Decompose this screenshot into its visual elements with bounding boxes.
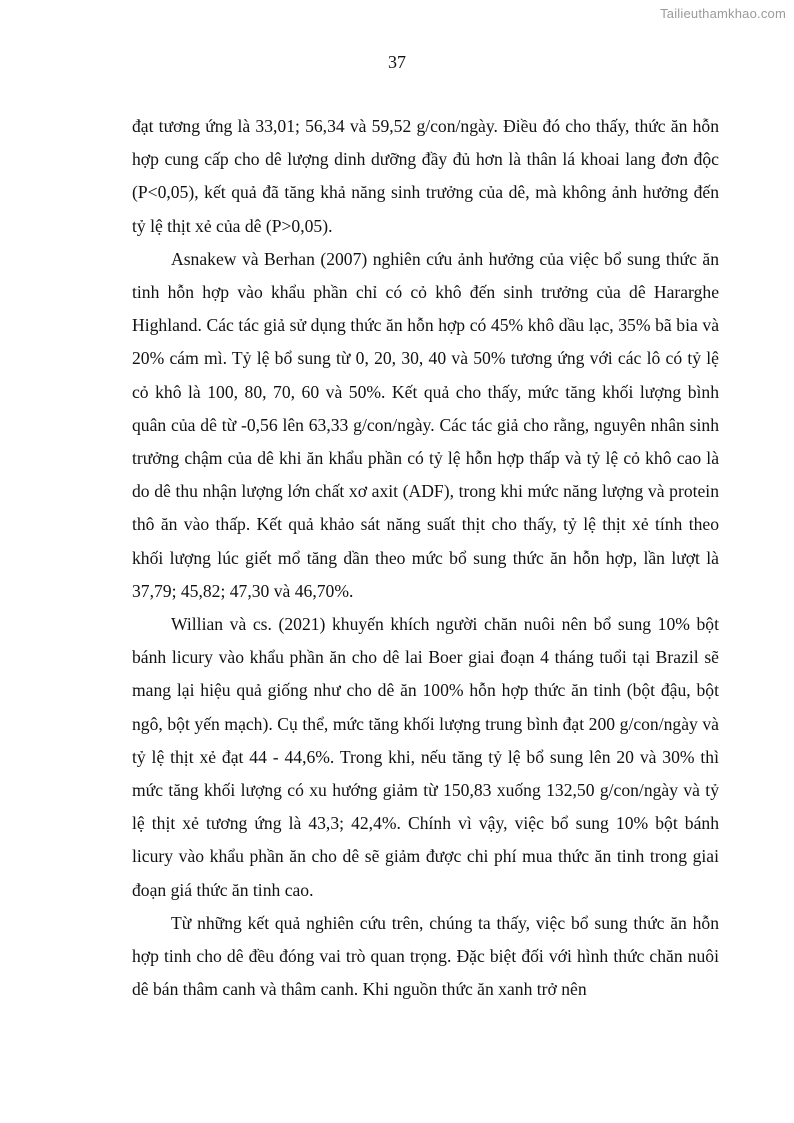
- watermark: Tailieuthamkhao.com: [660, 6, 786, 21]
- page-number: 37: [388, 52, 406, 72]
- paragraph-continuation: đạt tương ứng là 33,01; 56,34 và 59,52 g/con/ngày. Điều đó cho thấy, thức ăn hỗn hợp cung cấp cho dê lượng dinh dưỡng đầy đủ hơn là thân lá khoai lang đơn độc (P<0,05), kết quả đã tăng khả năng sinh trưởng của dê, mà không ảnh hưởng đến tỷ lệ thịt xẻ của dê (P>0,05).: [132, 116, 719, 236]
- document-body: [132, 110, 719, 1006]
- paragraph-asnakew: Asnakew và Berhan (2007) nghiên cứu ảnh hưởng của việc bổ sung thức ăn tinh hỗn hợp vào khẩu phần chỉ có cỏ khô đến sinh trưởng của dê Hararghe Highland. Các tác giả sử dụng thức ăn hỗn hợp có 45% khô dầu lạc, 35% bã bia và 20% cám mì. Tỷ lệ bổ sung từ 0, 20, 30, 40 và 50% tương ứng với các lô có tỷ lệ cỏ khô là 100, 80, 70, 60 và 50%. Kết quả cho thấy, mức tăng khối lượng bình quân của dê từ -0,56 lên 63,33 g/con/ngày. Các tác giả cho rằng, nguyên nhân sinh trưởng chậm của dê khi ăn khẩu phần có tỷ lệ hỗn hợp thấp và tỷ lệ cỏ khô cao là do dê thu nhận lượng lớn chất xơ axit (ADF), trong khi mức năng lượng và protein thô ăn vào thấp. Kết quả khảo sát năng suất thịt cho thấy, tỷ lệ thịt xẻ tính theo khối lượng lúc giết mổ tăng dần theo mức bổ sung thức ăn hỗn hợp, lần lượt là 37,79; 45,82; 47,30 và 46,70%.: [132, 248, 719, 601]
- paragraph-willian: Willian và cs. (2021) khuyến khích người chăn nuôi nên bổ sung 10% bột bánh licury vào khẩu phần ăn cho dê lai Boer giai đoạn 4 tháng tuổi tại Brazil sẽ mang lại hiệu quả giống như cho dê ăn 100% hỗn hợp thức ăn tinh (bột đậu, bột ngô, bột yến mạch). Cụ thể, mức tăng khối lượng trung bình đạt 200 g/con/ngày và tỷ lệ thịt xẻ đạt 44 - 44,6%. Trong khi, nếu tăng tỷ lệ bổ sung lên 20 và 30% thì mức tăng khối lượng có xu hướng giảm từ 150,83 xuống 132,50 g/con/ngày và tỷ lệ thịt xẻ tương ứng là 43,3; 42,4%. Chính vì vậy, việc bổ sung 10% bột bánh licury vào khẩu phần ăn cho dê sẽ giảm được chi phí mua thức ăn tinh trong giai đoạn giá thức ăn tinh cao.: [132, 614, 719, 900]
- paragraph-conclusion: Từ những kết quả nghiên cứu trên, chúng ta thấy, việc bổ sung thức ăn hỗn hợp tinh cho dê đều đóng vai trò quan trọng. Đặc biệt đối với hình thức chăn nuôi dê bán thâm canh và thâm canh. Khi nguồn thức ăn xanh trở nên: [132, 912, 719, 1000]
